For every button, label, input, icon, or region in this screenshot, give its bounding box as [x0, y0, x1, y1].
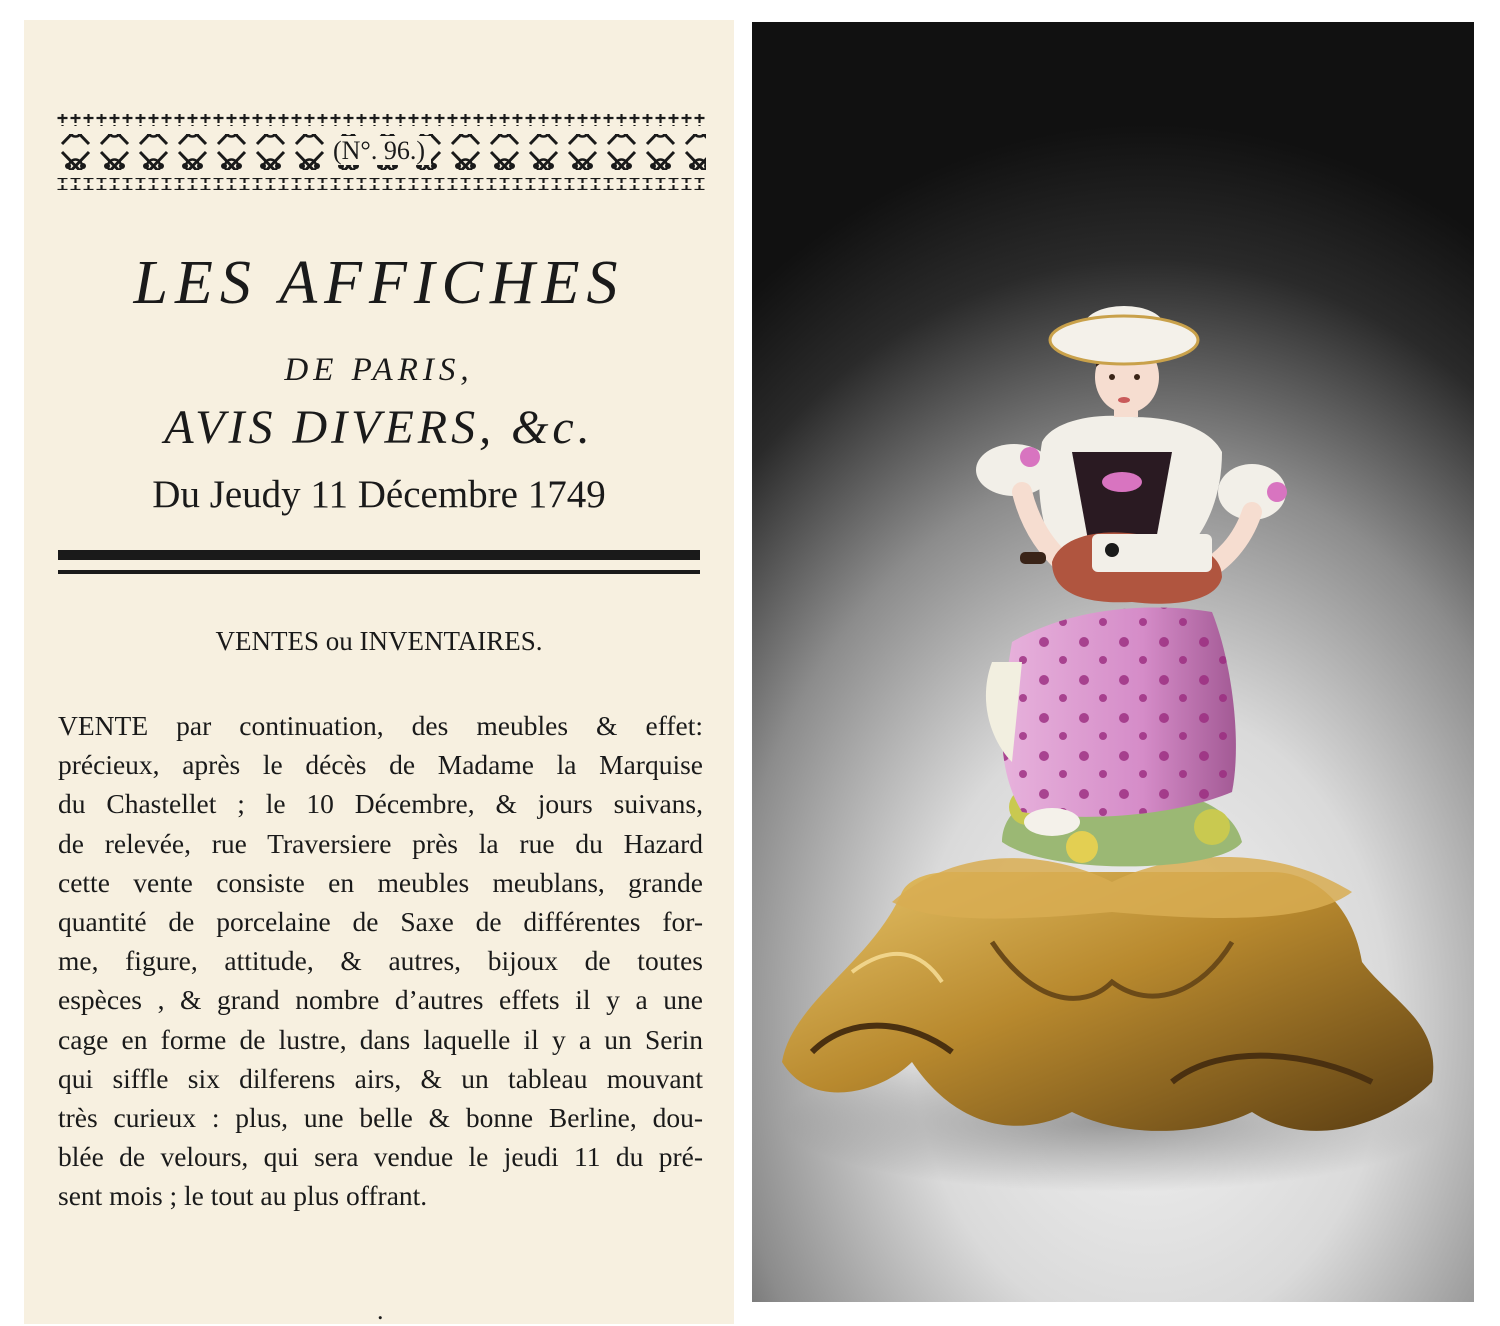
issue-number: (N°. 96.) — [24, 136, 734, 166]
article-line: très curieux : plus, une belle & bonne Berline, dou- — [58, 1102, 703, 1134]
article-line: quantité de porcelaine de Saxe de différentes for- — [58, 906, 703, 938]
article-line: de relevée, rue Traversiere près la rue du Hazard — [58, 827, 703, 859]
article-line: précieux, après le décès de Madame la Marquise — [58, 749, 703, 781]
article-line: qui siffle six dilferens airs, & un tableau mouvant — [58, 1062, 703, 1094]
issue-date: Du Jeudy 11 Décembre 1749 — [152, 473, 606, 516]
article-line: VENTE par continuation, des meubles & effet: — [58, 710, 703, 741]
article-line: espèces , & grand nombre d’autres effets il y a une — [58, 984, 703, 1016]
divider-thick — [58, 550, 700, 560]
masthead-title: LES AFFICHES — [133, 249, 625, 317]
article-line: me, figure, attitude, & autres, bijoux de toutes — [58, 945, 703, 977]
ornamental-border — [56, 112, 706, 194]
porcelain-photo — [752, 22, 1474, 1302]
porcelain-figurine-image — [752, 22, 1474, 1302]
section-heading: VENTES ou INVENTAIRES. — [215, 626, 543, 656]
newspaper-page — [24, 20, 734, 1324]
article-line: blée de velours, qui sera vendue le jeudi 11 du pré- — [58, 1141, 703, 1173]
article-body — [58, 706, 703, 1216]
masthead-subtitle-2: AVIS DIVERS, &c. — [164, 401, 594, 454]
divider-thin — [58, 570, 700, 574]
masthead-subtitle: DE PARIS, — [284, 352, 474, 388]
end-mark: . — [377, 1296, 384, 1325]
article-line: cage en forme de lustre, dans laquelle il y a un Serin — [58, 1023, 703, 1055]
article-line: du Chastellet ; le 10 Décembre, & jours suivans, — [58, 788, 703, 820]
article-line: cette vente consiste en meubles meublans, grande — [58, 866, 703, 898]
article-line: sent mois ; le tout au plus offrant. — [58, 1180, 428, 1212]
